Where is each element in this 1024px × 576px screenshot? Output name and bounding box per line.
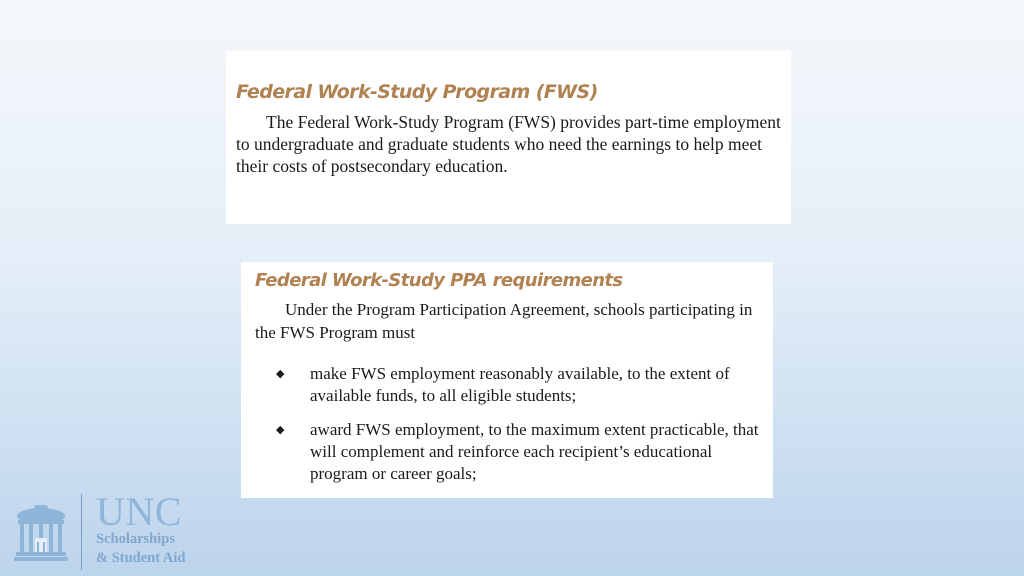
logo-line-scholarships: Scholarships <box>96 531 175 547</box>
ppa-intro: Under the Program Participation Agreement, schools participating in the FWS Program must <box>255 300 753 342</box>
bullet-text: make FWS employment reasonably available, to the extent of available funds, to all eligible students; <box>310 364 730 405</box>
diamond-bullet-icon: ◆ <box>276 368 285 380</box>
list-item <box>255 419 763 485</box>
bullet-text: award FWS employment, to the maximum extent practicable, that will complement and reinforce each recipient’s educational program or career goals; <box>310 420 759 483</box>
fws-paragraph: The Federal Work-Study Program (FWS) provides part-time employment to undergraduate and graduate students who need the earnings to help meet their costs of postsecondary education. <box>236 112 781 176</box>
old-well-icon <box>14 504 68 562</box>
ppa-bullet-list <box>255 363 763 485</box>
ppa-requirements-card <box>241 262 773 498</box>
unc-logo <box>14 489 214 570</box>
fws-definition-card <box>226 51 791 224</box>
logo-divider <box>81 494 82 570</box>
logo-line-student-aid: & Student Aid <box>96 550 186 566</box>
ppa-heading: Federal Work-Study PPA requirements <box>255 270 623 291</box>
fws-heading: Federal Work-Study Program (FWS) <box>236 81 598 103</box>
logo-unc-text: UNC <box>96 489 182 534</box>
diamond-bullet-icon: ◆ <box>276 424 285 436</box>
list-item <box>255 363 763 407</box>
